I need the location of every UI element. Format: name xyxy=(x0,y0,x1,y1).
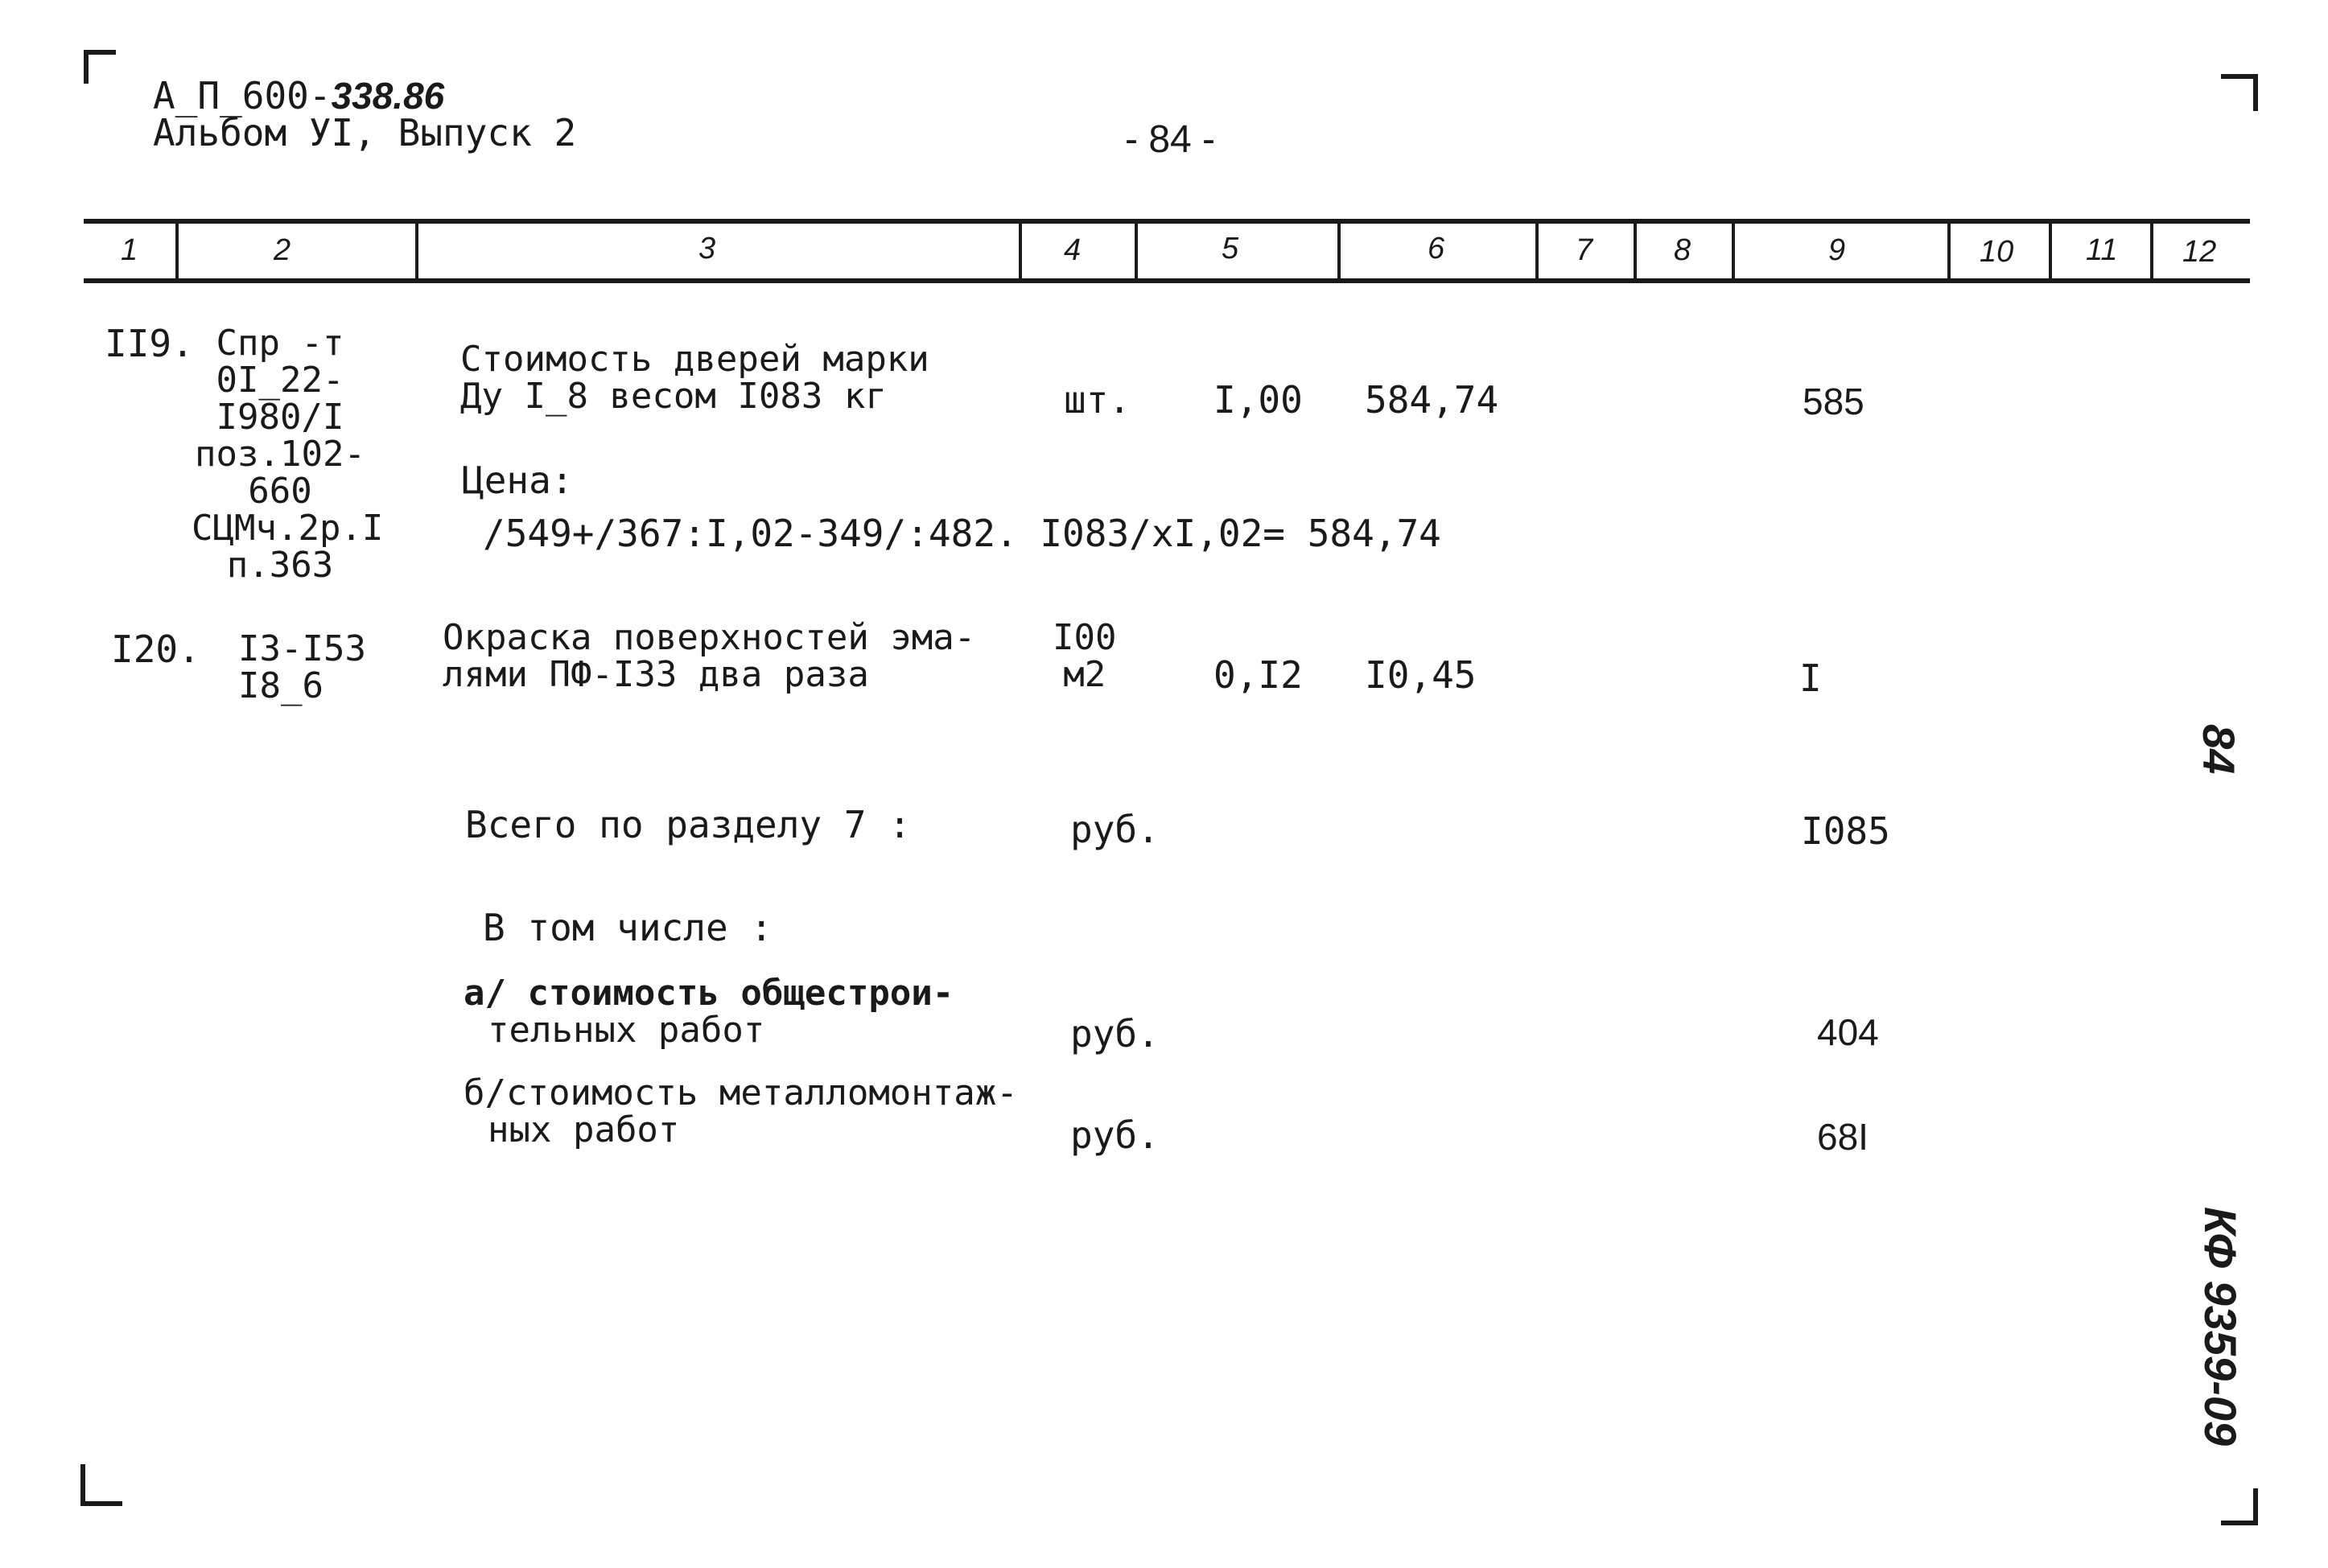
column-divider xyxy=(1535,220,1539,282)
summary-item-b-line: б/стоимость металломонтаж- xyxy=(464,1072,1018,1113)
column-divider xyxy=(1732,220,1735,282)
document-code-prefix: А_П_600- xyxy=(153,74,332,117)
reference-line: 660 xyxy=(248,471,312,512)
reference-line: Спр -т xyxy=(216,323,344,364)
margin-page-number: 84 xyxy=(2194,724,2244,775)
row-price: I0,45 xyxy=(1365,653,1477,697)
page-marker: - 84 - xyxy=(1125,118,1216,161)
description-line: Ду I_8 весом I083 кг xyxy=(460,376,887,417)
row-number: I20. xyxy=(111,628,200,671)
row-reference xyxy=(192,323,384,586)
table-top-border xyxy=(84,219,2250,224)
summary-item-b-line: ных работ xyxy=(488,1109,680,1150)
column-divider xyxy=(415,220,418,282)
price-formula: /549+/367:I,02-349/:482. I083/хI,02= 584,74 xyxy=(483,512,1441,555)
corner-mark-bottom-right xyxy=(2221,1488,2258,1525)
column-number: 10 xyxy=(1980,235,2014,269)
column-number: 9 xyxy=(1828,233,1846,267)
description-line: Окраска поверхностей эма- xyxy=(443,617,976,658)
row-unit: шт. xyxy=(1064,378,1131,422)
column-divider xyxy=(1634,220,1637,282)
column-divider xyxy=(1947,220,1951,282)
corner-mark-bottom-left xyxy=(80,1464,122,1506)
reference-line: I8_6 xyxy=(238,665,323,706)
column-number: 3 xyxy=(698,232,716,265)
row-reference xyxy=(238,628,366,706)
column-number: 12 xyxy=(2182,235,2217,269)
column-number: 11 xyxy=(2086,233,2118,267)
column-number: 2 xyxy=(274,233,291,267)
row-description xyxy=(443,619,975,693)
reference-line: 0I_22- xyxy=(216,360,344,401)
column-number: 5 xyxy=(1222,232,1239,265)
column-divider xyxy=(2150,220,2153,282)
column-divider xyxy=(1337,220,1341,282)
row-total: I xyxy=(1799,656,1822,700)
row-price: 584,74 xyxy=(1365,378,1499,422)
corner-mark-top-right xyxy=(2221,74,2258,111)
section-total-label: Всего по разделу 7 : xyxy=(465,803,911,846)
column-divider xyxy=(1135,220,1138,282)
margin-stamp: КФ 9359-09 xyxy=(2195,1207,2246,1447)
description-line: Стоимость дверей марки xyxy=(460,339,929,380)
row-description xyxy=(460,341,929,415)
section-total-unit: руб. xyxy=(1070,808,1160,851)
document-code-suffix: 338.86 xyxy=(331,75,445,117)
unit-line: м2 xyxy=(1063,654,1106,695)
summary-item-a-line: тельных работ xyxy=(488,1010,765,1051)
column-number: 7 xyxy=(1576,233,1593,267)
description-line: лями ПФ-I33 два раза xyxy=(443,654,869,695)
summary-item-a-line: а/ стоимость общестрои- xyxy=(464,973,954,1014)
including-label: В том числе : xyxy=(483,906,773,949)
summary-item-b-value: 68I xyxy=(1817,1116,1869,1158)
table-header-bottom-border xyxy=(84,278,2250,283)
reference-line: п.363 xyxy=(226,545,334,586)
summary-item-a xyxy=(464,975,954,1049)
reference-line: I3-I53 xyxy=(238,628,366,669)
column-divider xyxy=(2049,220,2052,282)
summary-item-a-unit: руб. xyxy=(1070,1012,1160,1056)
summary-item-a-value: 404 xyxy=(1817,1011,1879,1053)
summary-item-b-unit: руб. xyxy=(1070,1113,1160,1157)
row-number: II9. xyxy=(105,322,194,365)
column-number: 4 xyxy=(1064,233,1082,267)
row-total: 585 xyxy=(1803,381,1864,422)
row-unit xyxy=(1053,619,1116,693)
reference-line: I980/I xyxy=(216,397,344,438)
reference-line: поз.102- xyxy=(195,434,365,475)
row-quantity: I,00 xyxy=(1213,378,1303,422)
column-number: 6 xyxy=(1428,232,1445,265)
reference-line: СЦМч.2р.I xyxy=(192,508,384,549)
column-number: 8 xyxy=(1674,233,1691,267)
summary-item-b xyxy=(464,1072,1018,1150)
document-code xyxy=(153,74,445,117)
row-quantity: 0,I2 xyxy=(1213,653,1303,697)
column-divider xyxy=(1019,220,1022,282)
column-divider xyxy=(175,220,179,282)
price-label: Цена: xyxy=(462,459,574,502)
column-number: 1 xyxy=(121,233,138,267)
unit-line: I00 xyxy=(1053,617,1117,658)
section-total-value: I085 xyxy=(1801,809,1890,853)
album-line: Альбом УI, Выпуск 2 xyxy=(153,111,577,154)
corner-mark-top-left xyxy=(84,50,116,84)
